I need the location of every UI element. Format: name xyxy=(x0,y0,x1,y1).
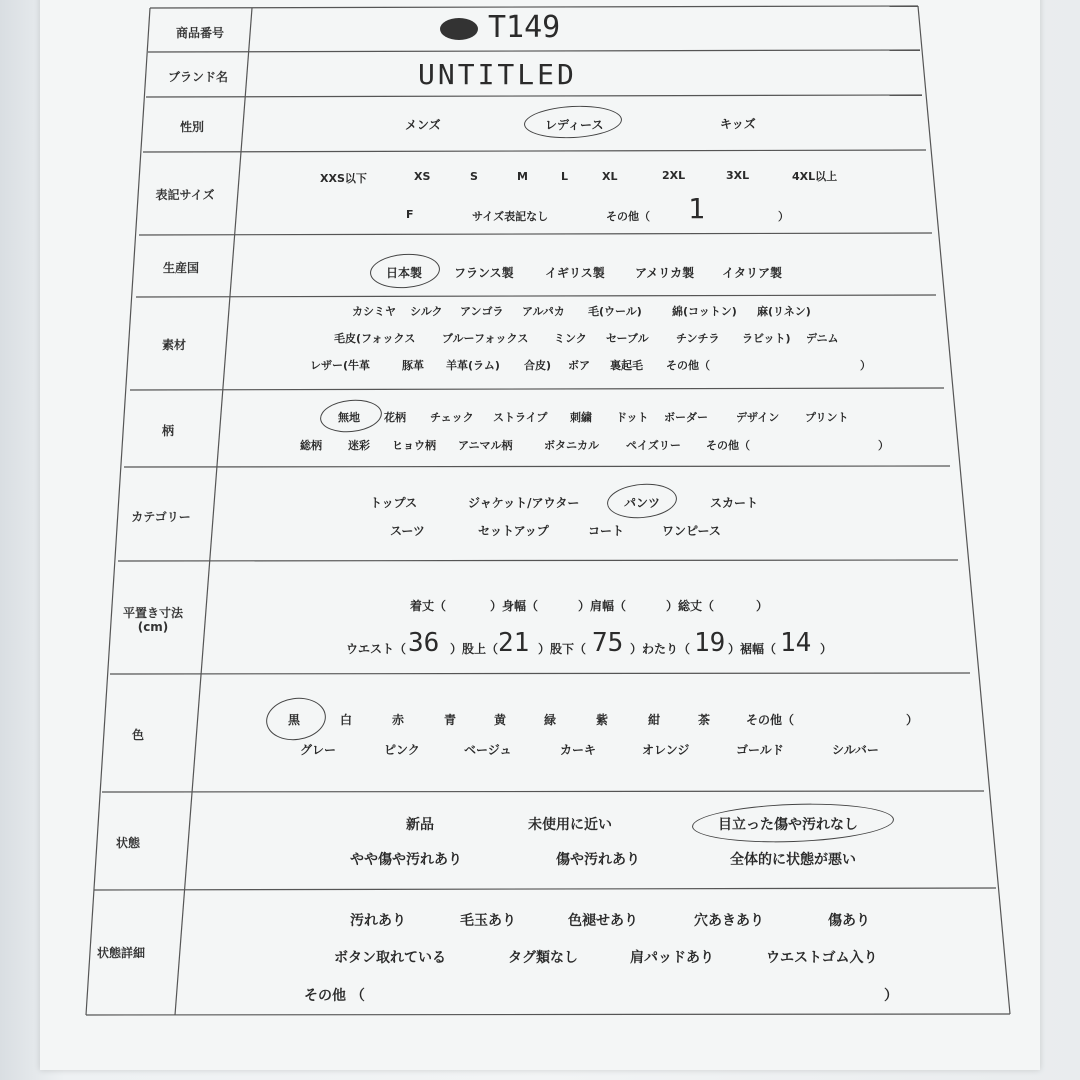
color-1-10: その他（ xyxy=(746,713,795,727)
detail-2-3: 肩パッドあり xyxy=(630,950,714,966)
pattern-2-4: アニマル柄 xyxy=(458,439,513,452)
pattern-1-4: ストライプ xyxy=(493,411,548,424)
pattern-1-8: デザイン xyxy=(736,411,780,424)
detail-2-1: ボタン取れている xyxy=(334,950,446,966)
measure-length: 着丈（ xyxy=(410,599,447,613)
category-1-4: スカート xyxy=(710,496,759,510)
size-other-open: その他（ xyxy=(606,210,650,223)
measure-width: ）身幅（ xyxy=(490,599,539,613)
measure-unit: (cm) xyxy=(137,620,169,634)
size-xxs: XXS以下 xyxy=(320,172,367,185)
condition-1-2: 未使用に近い xyxy=(528,817,612,833)
size-other-close: ） xyxy=(778,210,789,223)
material-2-1: 毛皮(フォックス xyxy=(334,332,416,345)
category-2-3: コート xyxy=(588,524,625,538)
material-1-6: 綿(コットン) xyxy=(672,305,737,318)
pattern-2-2: 迷彩 xyxy=(348,439,370,452)
pattern-2-7: その他（ xyxy=(706,439,750,452)
detail-1-2: 毛玉あり xyxy=(460,913,516,929)
size-s: S xyxy=(470,170,478,183)
material-2-2: ブルーフォックス xyxy=(442,332,529,345)
measure-line1-close: ） xyxy=(756,599,769,613)
gender-mens: メンズ xyxy=(405,118,441,132)
pattern-2-5: ボタニカル xyxy=(544,439,599,452)
color-1-8: 紺 xyxy=(648,713,661,727)
product-no-value: T149 xyxy=(488,10,561,45)
material-1-5: 毛(ウール) xyxy=(588,305,642,318)
pattern-1-6: ドット xyxy=(616,411,649,424)
category-2-1: スーツ xyxy=(390,524,425,538)
color-1-2: 白 xyxy=(340,713,353,727)
color-2-1: グレー xyxy=(300,743,337,757)
measure-inseam-value: 75 xyxy=(592,628,624,658)
material-3-2: 豚革 xyxy=(402,359,424,372)
color-2-5: オレンジ xyxy=(642,743,690,757)
brand-label: ブランド名 xyxy=(167,70,228,84)
measure-inseam: ）股下（ xyxy=(538,642,587,656)
measure-thigh-value: 19 xyxy=(694,628,726,658)
gender-ladies: レディース xyxy=(545,118,604,132)
measure-total: ）総丈（ xyxy=(666,599,715,613)
origin-label: 生産国 xyxy=(162,261,199,275)
material-1-1: カシミヤ xyxy=(352,305,396,318)
brand-value: UNTITLED xyxy=(418,58,577,91)
condition-2-1: やや傷や汚れあり xyxy=(350,852,462,868)
color-2-6: ゴールド xyxy=(736,743,784,757)
pattern-2-6: ペイズリー xyxy=(626,439,681,452)
detail-1-4: 穴あきあり xyxy=(694,913,764,929)
origin-italy: イタリア製 xyxy=(722,266,783,280)
product-no-label: 商品番号 xyxy=(175,26,224,40)
material-2-4: セーブル xyxy=(606,332,649,345)
origin-uk: イギリス製 xyxy=(545,266,605,280)
size-xs: XS xyxy=(414,170,431,183)
color-1-9: 茶 xyxy=(698,713,711,727)
category-2-4: ワンピース xyxy=(662,524,721,538)
size-f: F xyxy=(406,208,414,221)
pattern-1-3: チェック xyxy=(430,411,474,424)
material-1-4: アルパカ xyxy=(522,305,565,318)
category-label: カテゴリー xyxy=(131,510,191,524)
color-2-7: シルバー xyxy=(832,743,879,757)
size-xl: XL xyxy=(602,170,618,183)
material-1-7: 麻(リネン) xyxy=(757,305,811,318)
condition-1-3: 目立った傷や汚れなし xyxy=(718,817,858,833)
measure-label: 平置き寸法 xyxy=(122,606,183,620)
material-1-3: アンゴラ xyxy=(460,305,504,318)
measure-hem-value: 14 xyxy=(780,628,812,658)
pattern-1-9: プリント xyxy=(805,411,849,424)
measure-line2-close: ） xyxy=(820,642,833,656)
pattern-label: 柄 xyxy=(161,424,174,438)
pattern-1-7: ボーダー xyxy=(664,411,708,424)
color-1-11: ） xyxy=(906,713,919,727)
gender-kids: キッズ xyxy=(720,117,756,131)
material-2-3: ミンク xyxy=(554,332,587,345)
size-m: M xyxy=(517,170,528,183)
color-1-6: 緑 xyxy=(544,713,557,727)
color-2-3: ベージュ xyxy=(464,743,512,757)
origin-france: フランス製 xyxy=(454,266,514,280)
origin-selected-circle xyxy=(369,252,441,291)
category-selected-circle xyxy=(606,481,679,521)
material-2-5: チンチラ xyxy=(676,332,720,345)
detail-1-1: 汚れあり xyxy=(350,913,406,929)
detail-1-3: 色褪せあり xyxy=(568,913,638,929)
pattern-selected-circle xyxy=(318,397,383,435)
ink-smudge-mark xyxy=(440,18,478,40)
category-1-1: トップス xyxy=(370,496,418,510)
origin-japan: 日本製 xyxy=(386,266,423,280)
measure-hem: ）裾幅（ xyxy=(728,642,777,656)
size-l: L xyxy=(561,170,569,183)
measure-rise-value: 21 xyxy=(498,628,530,658)
material-3-6: 裏起毛 xyxy=(610,359,643,372)
pattern-2-3: ヒョウ柄 xyxy=(392,439,436,452)
gender-selected-circle xyxy=(523,103,623,140)
size-none: サイズ表記なし xyxy=(472,210,549,223)
category-2-2: セットアップ xyxy=(478,524,549,538)
size-3xl: 3XL xyxy=(726,169,750,182)
color-1-7: 紫 xyxy=(596,713,609,727)
category-1-3: パンツ xyxy=(624,496,661,510)
pattern-1-5: 刺繍 xyxy=(570,411,592,424)
pattern-1-2: 花柄 xyxy=(384,411,406,424)
gender-label: 性別 xyxy=(179,120,204,134)
material-1-2: シルク xyxy=(410,305,443,318)
condition-2-3: 全体的に状態が悪い xyxy=(730,852,856,868)
pattern-1-1: 無地 xyxy=(338,411,360,424)
measure-rise: ）股上（ xyxy=(450,642,499,656)
material-label: 素材 xyxy=(161,338,186,352)
measure-shoulder: ）肩幅（ xyxy=(578,599,627,613)
material-3-4: 合皮) xyxy=(524,359,552,372)
detail-3-2: ） xyxy=(884,988,898,1004)
color-1-5: 黄 xyxy=(494,713,507,727)
condition-selected-circle xyxy=(691,800,894,845)
detail-3-1: その他 （ xyxy=(304,988,365,1004)
color-1-3: 赤 xyxy=(392,713,405,727)
size-2xl: 2XL xyxy=(662,169,686,182)
material-3-1: レザー(牛革 xyxy=(310,359,371,372)
size-4xl: 4XL以上 xyxy=(792,170,838,183)
size-label: 表記サイズ xyxy=(155,188,215,202)
material-3-7: その他（ xyxy=(666,359,710,372)
condition-label: 状態 xyxy=(115,836,140,850)
measure-thigh: ）わたり（ xyxy=(630,642,691,656)
material-3-5: ボア xyxy=(568,359,590,372)
detail-2-2: タグ類なし xyxy=(508,950,578,966)
detail-2-4: ウエストゴム入り xyxy=(766,950,878,966)
origin-usa: アメリカ製 xyxy=(635,266,695,280)
size-other-value: 1 xyxy=(688,192,705,225)
material-2-6: ラビット) xyxy=(742,332,791,345)
detail-1-5: 傷あり xyxy=(828,913,870,929)
condition-1-1: 新品 xyxy=(406,817,434,833)
color-1-4: 青 xyxy=(444,713,457,727)
color-1-1: 黒 xyxy=(288,713,301,727)
category-1-2: ジャケット/アウター xyxy=(468,496,580,510)
pattern-2-8: ） xyxy=(878,439,889,452)
color-2-2: ピンク xyxy=(384,743,420,757)
color-selected-circle xyxy=(263,694,328,744)
color-label: 色 xyxy=(131,728,144,742)
material-3-8: ） xyxy=(860,359,871,372)
measure-waist: ウエスト（ xyxy=(346,642,407,656)
material-2-7: デニム xyxy=(806,332,839,345)
condition-2-2: 傷や汚れあり xyxy=(556,852,640,868)
material-3-3: 羊革(ラム) xyxy=(446,359,500,372)
color-2-4: カーキ xyxy=(560,743,597,757)
measure-waist-value: 36 xyxy=(408,628,440,658)
pattern-2-1: 総柄 xyxy=(300,439,322,452)
detail-label: 状態詳細 xyxy=(96,946,145,960)
